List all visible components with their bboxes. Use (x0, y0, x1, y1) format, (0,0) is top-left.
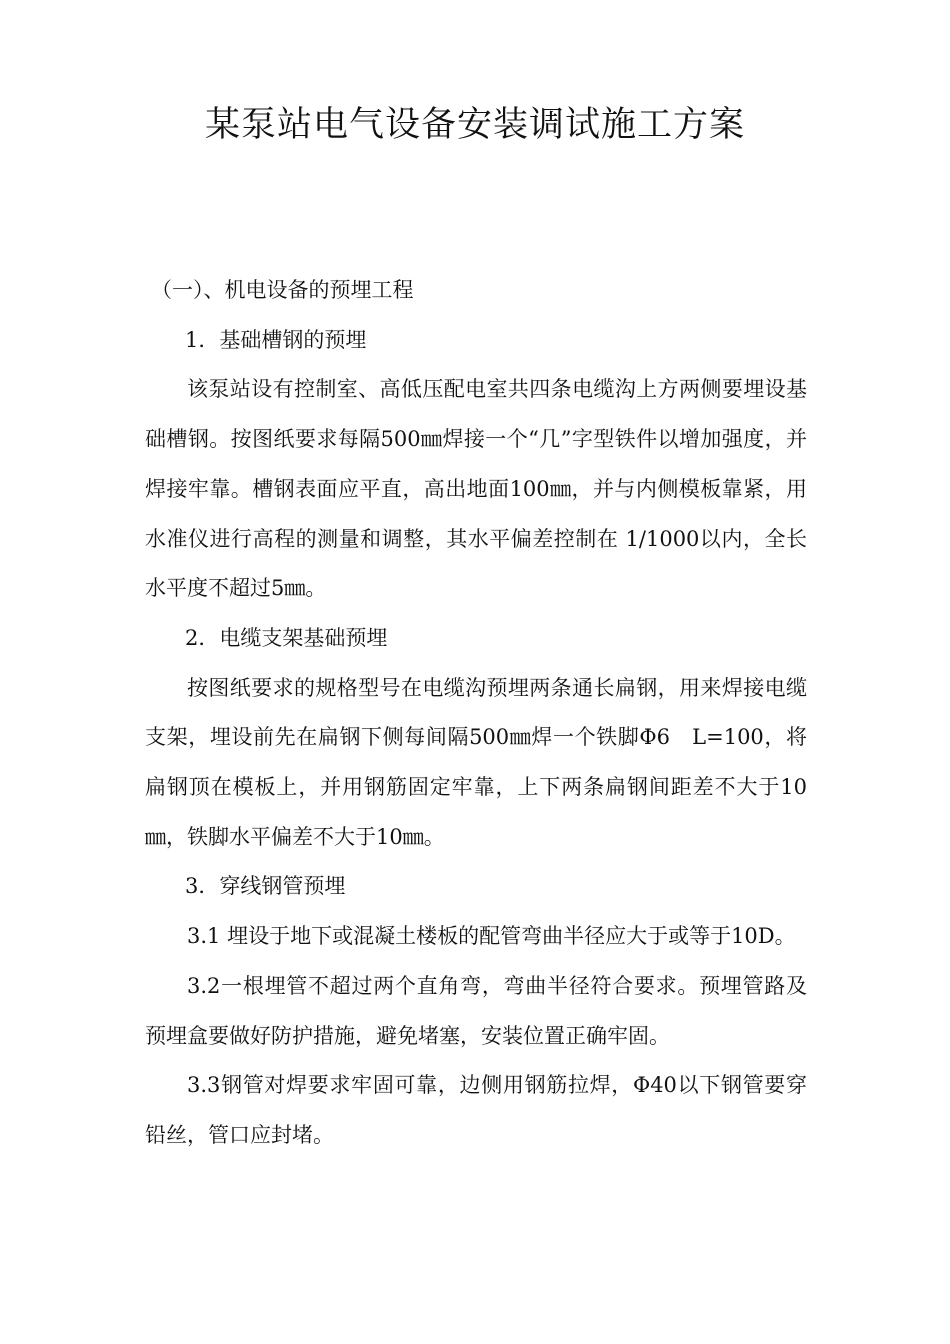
clause-3-3: 3.3钢管对焊要求牢固可靠，边侧用钢筋拉焊，Φ40以下钢管要穿铅丝，管口应封堵。 (145, 1073, 807, 1147)
document-body (145, 266, 807, 1161)
item-2-paragraph: 按图纸要求的规格型号在电缆沟预埋两条通长扁钢，用来焊接电缆支架，埋设前先在扁钢下侧每间隔500㎜焊一个铁脚Φ6 L=100，将扁钢顶在模板上，并用钢筋固定牢靠，上下两条扁钢间距差不大于10㎜，铁脚水平偏差不大于10㎜。 (145, 675, 807, 849)
document-title: 某泵站电气设备安装调试施工方案 (204, 105, 745, 145)
item-2-heading: 2．电缆支架基础预埋 (185, 625, 388, 650)
section-heading: （一）、机电设备的预埋工程 (151, 278, 414, 302)
clause-3-1: 3.1 埋设于地下或混凝土楼板的配管弯曲半径应大于或等于10D。 (187, 924, 796, 949)
clause-3-2: 3.2一根埋管不超过两个直角弯，弯曲半径符合要求。预埋管路及预埋盒要做好防护措施，避免堵塞，安装位置正确牢固。 (145, 973, 807, 1048)
item-1-paragraph: 该泵站设有控制室、高低压配电室共四条电缆沟上方两侧要埋设基础槽钢。按图纸要求每隔500㎜焊接一个“几”字型铁件以增加强度，并焊接牢靠。槽钢表面应平直，高出地面100㎜，并与内侧模板靠紧，用水准仪进行高程的测量和调整，其水平偏差控制在 1/1000以内，全长水平度不超过5㎜。 (145, 377, 807, 601)
item-1-heading: 1．基础槽钢的预埋 (185, 327, 367, 352)
item-3-heading: 3．穿线钢管预埋 (185, 874, 346, 899)
